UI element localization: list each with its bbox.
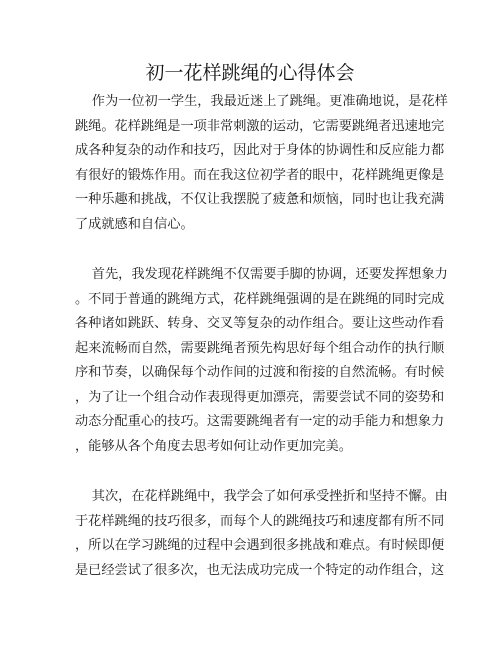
paragraph-line: 于花样跳绳的技巧很多，而每个人的跳绳技巧和速度都有所不同 [75,513,445,529]
paragraph-2 [75,263,448,459]
paragraph-1 [75,90,448,237]
paragraph-line: 动态分配重心的技巧。这需要跳绳者有一定的动手能力和想象力 [75,414,445,429]
paragraph-line: 其次，在花样跳绳中，我学会了如何承受挫折和坚持不懈。由 [75,489,448,504]
paragraph-line: 首先，我发现花样跳绳不仅需要手脚的协调，还要发挥想象力 [75,267,448,282]
paragraph-line: ，所以在学习跳绳的过程中会遇到很多挑战和难点。有时候即便 [75,538,445,553]
paragraph-line: 序和节奏，以确保每个动作间的过渡和衔接的自然流畅。有时候 [75,365,445,380]
paragraph-line: 。不同于普通的跳绳方式，花样跳绳强调的是在跳绳的同时完成 [75,291,445,307]
paragraph-line: ，能够从各个角度去思考如何让动作更加完美。 [75,438,352,454]
paragraph-line: 作为一位初一学生，我最近迷上了跳绳。更准确地说，是花样 [75,94,448,109]
document-title: 初一花样跳绳的心得体会 [145,62,355,84]
paragraph-line: 起来流畅而自然，需要跳绳者预先构思好每个组合动作的执行顺 [75,340,445,356]
paragraph-line: 一种乐趣和挑战，不仅让我摆脱了疲惫和烦恼，同时也让我充满 [75,192,445,207]
paragraph-line: 跳绳。花样跳绳是一项非常刺激的运动，它需要跳绳者迅速地完 [75,118,445,134]
paragraph-line: 是已经尝试了很多次，也无法成功完成一个特定的动作组合，这 [75,562,445,578]
paragraph-line: ，为了让一个组合动作表现得更加漂亮，需要尝试不同的姿势和 [75,389,445,405]
paragraph-line: 了成就感和自信心。 [75,216,194,232]
paragraph-line: 各种诸如跳跃、转身、交叉等复杂的动作组合。要让这些动作看 [75,316,445,331]
paragraph-3 [75,485,448,583]
paragraph-line: 成各种复杂的动作和技巧，因此对于身体的协调性和反应能力都 [75,143,445,158]
paragraph-line: 有很好的锻炼作用。而在我这位初学者的眼中，花样跳绳更像是 [75,167,445,183]
